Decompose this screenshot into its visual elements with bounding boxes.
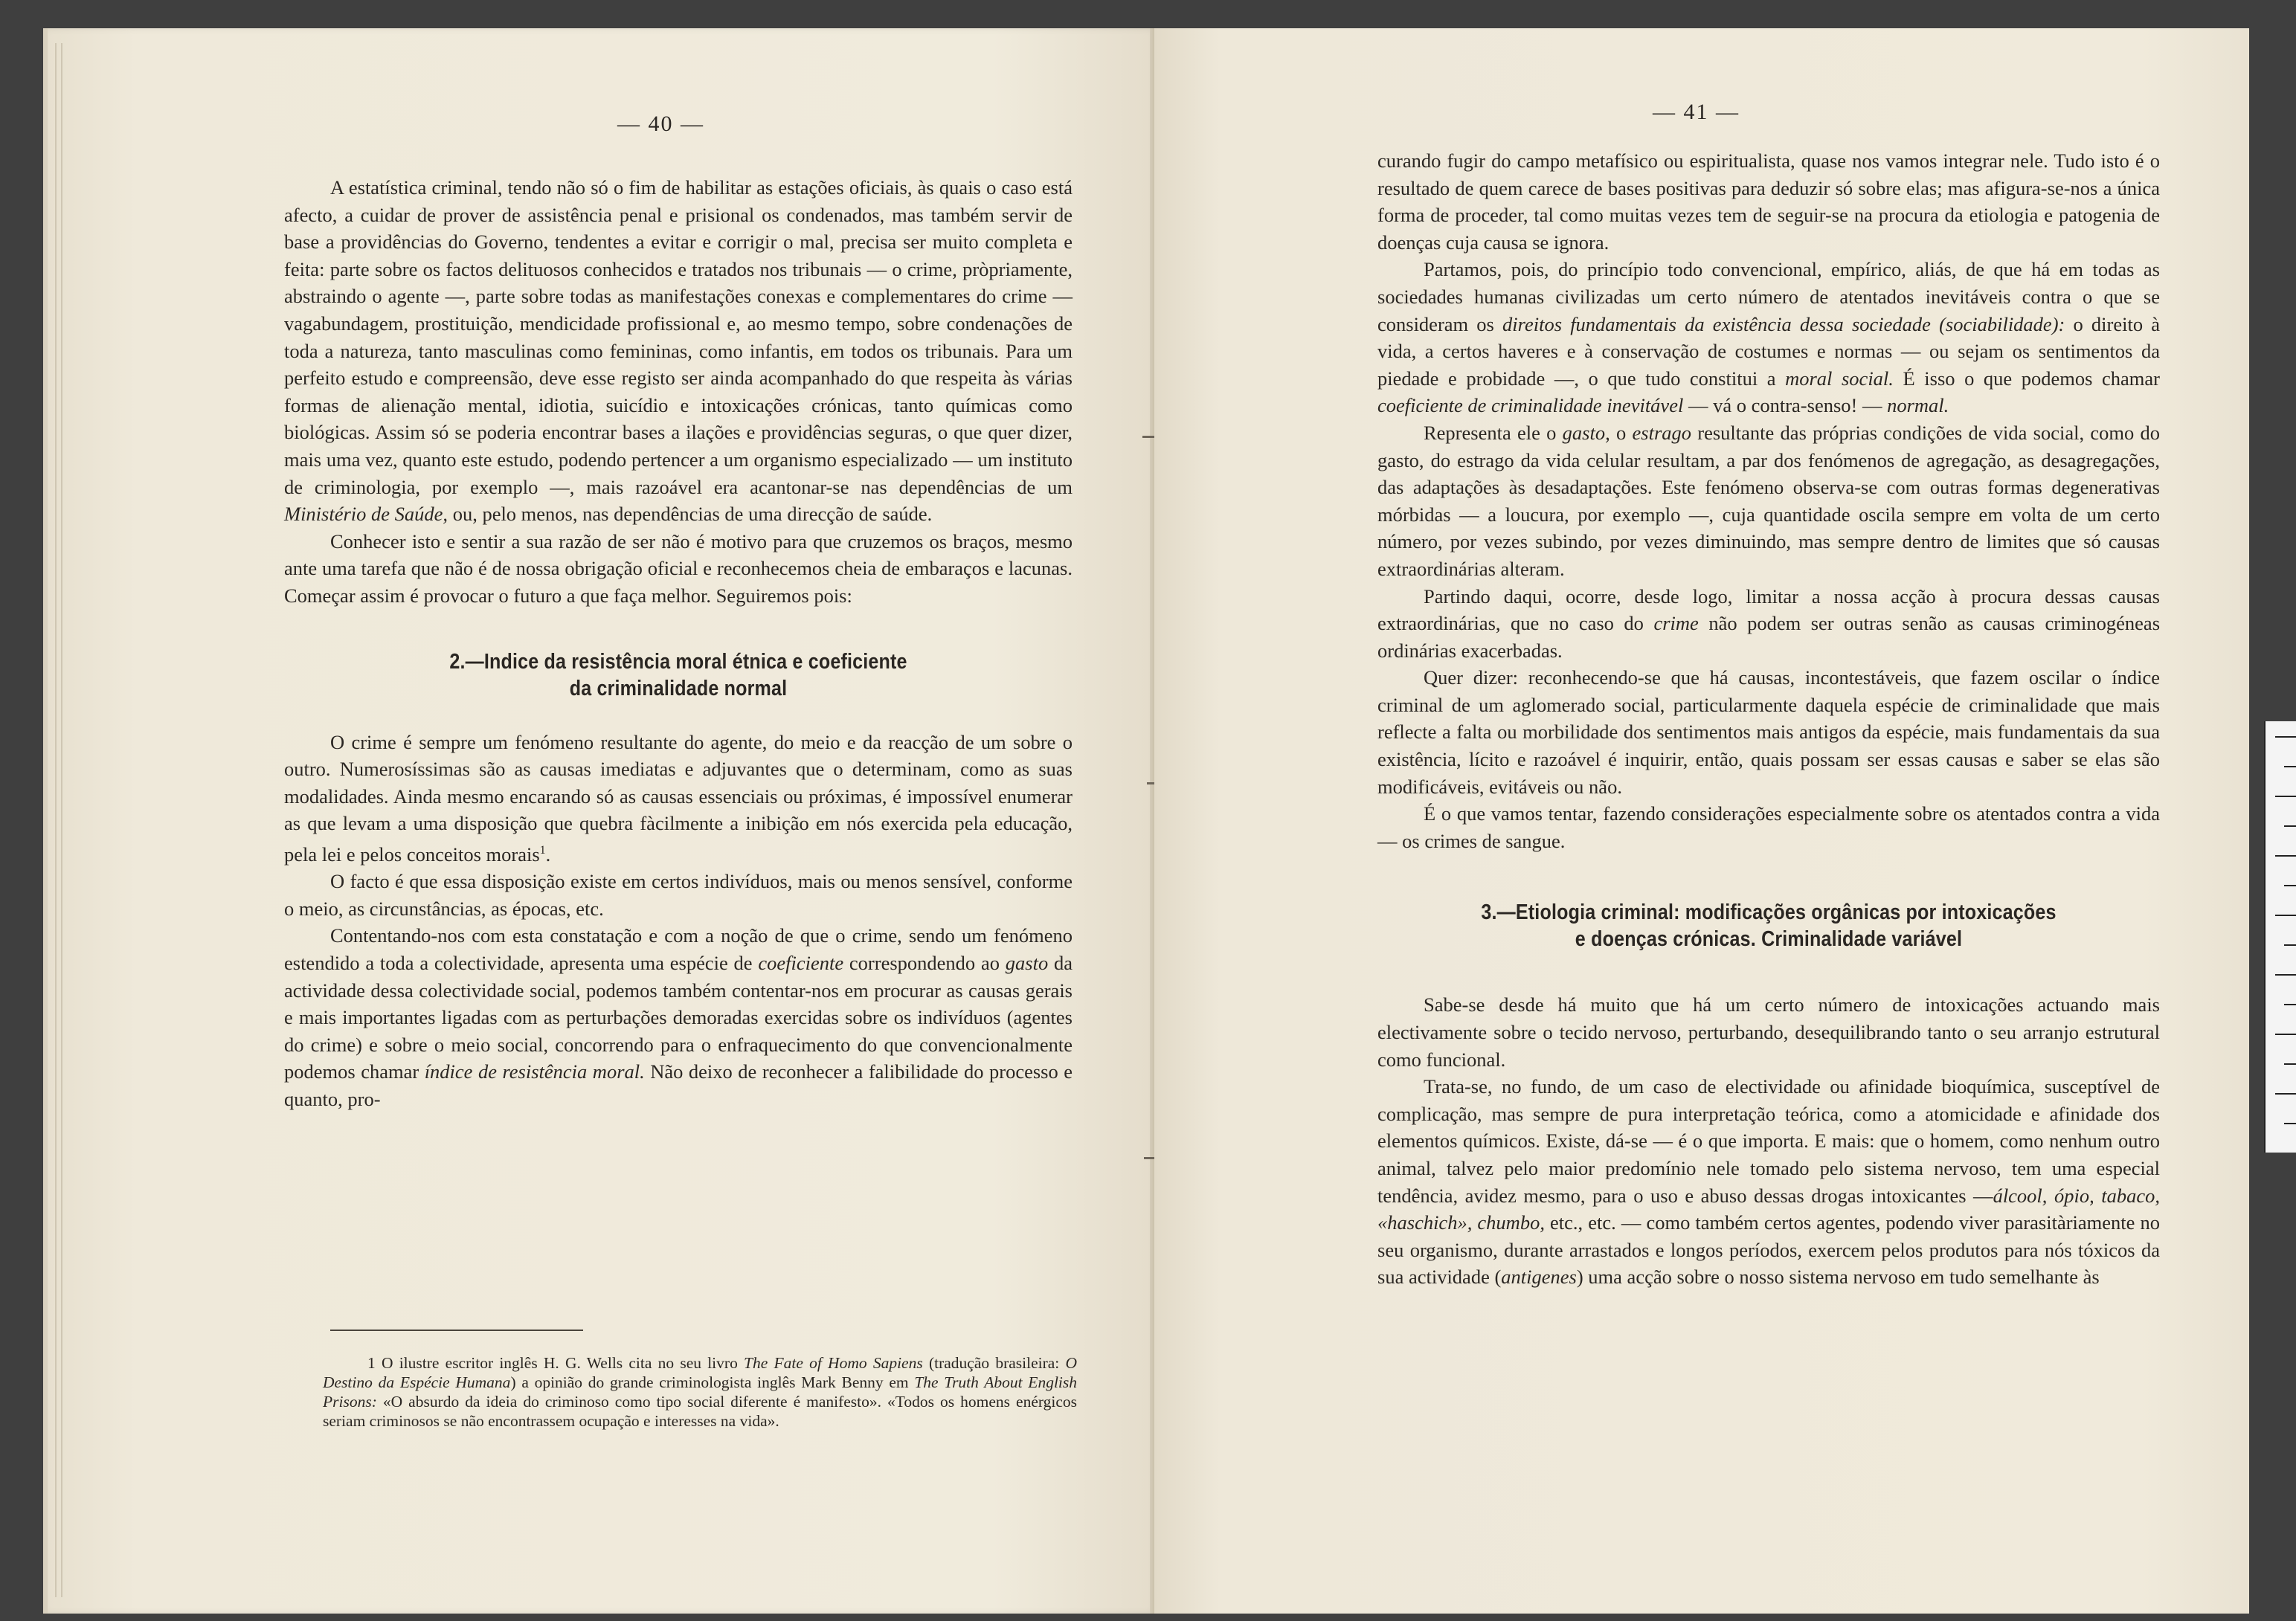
paragraph: Contentando-nos com esta constatação e com a noção de que o crime, sendo um fenómeno estendido a toda a colectividade, apresenta uma espécie de coeficiente correspondendo ao gasto da actividade dessa colectividade social, podemos também contentar-nos em procurar as causas gerais e mais importantes ligadas com as perturbações demoradas exercidas sobre os indivíduos (agentes do crime) e sobre o meio social, concorrendo para o enfraquecimento do que convencionalmente podemos chamar índice de resistência moral. Não deixo de reconhecer a falibilidade do processo e quanto, pro- [284, 924, 1073, 1111]
ruler-tick [2275, 736, 2296, 738]
ruler-tick [2275, 855, 2296, 857]
footnote: 1 O ilustre escritor inglês H. G. Wells cita no seu livro The Fate of Homo Sapiens (tradução brasileira: O Destino da Espécie Humana) a opinião do grande criminologista inglês Mark Benny em The Truth About English Prisons: «O absurdo da ideia do criminoso como tipo social diferente é manifesto». «Todos os homens enérgicos seriam criminosos se não encontrassem ocupação e interesses na vida». [323, 1354, 1078, 1430]
page-stack-edge [61, 43, 62, 1597]
paragraph: Partamos, pois, do princípio todo convencional, empírico, aliás, de que há em todas as sociedades humanas civilizadas um certo número de atentados inevitáveis contra o que se consideram os direitos fundamentais da existência dessa sociedade (sociabilidade): o direito à vida, a certos haveres e à conservação de costumes e normas — ou sejam os sentimentos da piedade e probidade —, o que tudo constitui a moral social. É isso o que podemos chamar coeficiente de criminalidade inevitável — vá o contra-senso! — normal. [1377, 258, 2161, 417]
ruler-tick [2284, 1123, 2296, 1124]
paragraph: Conhecer isto e sentir a sua razão de ser não é motivo para que cruzemos os braços, mesmo ante uma tarefa que não é de nossa obrigação oficial e reconhecemos cheia de embaraços e lacunas. Começar assim é provocar o futuro a que faça melhor. Seguiremos pois: [284, 529, 1073, 607]
ruler-tick [2275, 1034, 2296, 1035]
ruler-tick [2284, 885, 2296, 886]
left-page [43, 28, 1159, 1614]
ruler-tick [2284, 766, 2296, 767]
paragraph: A estatística criminal, tendo não só o fim de habilitar as estações oficiais, às quais o caso está afecto, a cuidar de prover de assistência penal e prisional os condenados, mas também servir de base a providências do Governo, tendentes a evitar e corrigir o mal, precisa ser muito completa e feita: parte sobre os factos delituosos conhecidos e tratados nos tribunais — o crime, pròpriamente, abstraindo o agente —, parte sobre todas as manifestações conexas e complementares do crime — vagabundagem, prostituição, mendicidade profissional e, ao mesmo tempo, sobre condenações de toda a natureza, tanto masculinas como femininas, como infantis, em todos os tribunais. Para um perfeito estudo e compreensão, deve esse registo ser ainda acompanhado do que respeita às várias formas de alienação mental, idiotia, suicídio e intoxicações crónicas, tanto químicas como biológicas. Assim só se poderia encontrar bases a ilações e providências seguras, o que quer dizer, mais uma vez, quanto este estudo, podendo pertencer a um organismo especializado — um instituto de criminologia, por exemplo —, mais razoável era acantonar-se nas dependências de um Ministério de Saúde, ou, pelo menos, nas dependências de uma direcção de saúde. [284, 176, 1073, 526]
paragraph: O facto é que essa disposição existe em certos indivíduos, mais ou menos sensível, conforme o meio, as circunstâncias, as épocas, etc. [284, 870, 1073, 920]
ruler-tick [2275, 796, 2296, 797]
paragraph: Trata-se, no fundo, de um caso de electividade ou afinidade bioquímica, susceptível de complicação, mas sempre de pura interpretação teórica, como a atomicidade e afinidade dos elementos químicos. Existe, dá-se — é o que importa. E mais: que o homem, como nenhum outro animal, talvez pelo maior predomínio nele tomado pelo sistema nervoso, tem uma especial tendência, avidez mesmo, para o uso e abuso dessas drogas intoxicantes —álcool, ópio, tabaco, «haschich», chumbo, etc., etc. — como também certos agentes, podendo viver parasitàriamente no seu organismo, durante arrastados e longos períodos, exercem pelos produtos para nós tóxicos da sua actividade (antigenes) uma acção sobre o nosso sistema nervoso em tudo semelhante às [1377, 1075, 2160, 1289]
paragraph: Sabe-se desde há muito que há um certo número de intoxicações actuando mais electivamente sobre o tecido nervoso, perturbando, desequilibrando tanto o seu arranjo estrutural como funcional. [1377, 993, 2160, 1071]
paragraph: O crime é sempre um fenómeno resultante do agente, do meio e da reacção de um sobre o outro. Numerosíssimas são as causas imediatas e adjuvantes que o determinam, como as suas modalidades. Ainda mesmo encarando só as causas essenciais ou próximas, é impossível enumerar as que levam a uma disposição que quebra fàcilmente a inibição em nós exercida pela educação, pela lei e pelos conceitos morais$^1$. [284, 730, 1073, 866]
left-text-column [284, 174, 1073, 1113]
ruler-tick [2275, 1093, 2296, 1095]
page-stack-edge [55, 43, 57, 1597]
paragraph: Quer dizer: reconhecendo-se que há causas, incontestáveis, que fazem oscilar o índice criminal de um aglomerado social, particularmente daquela espécie de criminalidade que mais reflecte a falta ou morbilidade dos sentimentos mais antigos da espécie, mais fundamentais da sua existência, lícito e razoável é inquirir, então, quais possam ser essas causas e saber se elas são modificáveis, evitáveis ou não. [1377, 666, 2160, 798]
scale-ruler [2264, 721, 2296, 1153]
ruler-tick [2284, 825, 2296, 827]
page-number-right: — 41 — [1653, 100, 1740, 124]
ruler-tick [2275, 915, 2296, 916]
ruler-tick [2284, 1004, 2296, 1005]
right-page [1154, 28, 2249, 1614]
paragraph: Representa ele o gasto, o estrago resultante das próprias condições de vida social, como do gasto, do estrago da vida celular resultam, a par dos fenómenos de agregação, as desagregações, das adaptações às desadaptações. Este fenómeno observa-se com outras formas degenerativas mórbidas — a loucura, por exemplo —, cuja quantidade oscila sempre em volta de um certo número, por vezes subindo, por vezes diminuindo, mas sempre dentro de limites que só causas extraordinárias alteram. [1377, 421, 2160, 580]
right-text-column [1377, 147, 2160, 1291]
paragraph: curando fugir do campo metafísico ou espiritualista, quase nos vamos integrar nele. Tudo isto é o resultado de quem carece de bases positivas para deduzir só sobre elas; mas afigura-se-nos a única forma de proceder, tal como muitas vezes tem de seguir-se na procura da etiologia e patogenia de doenças cuja causa se ignora. [1377, 149, 2160, 254]
page-number-left: — 40 — [617, 112, 704, 136]
section-heading-3: 3.—Etiologia criminal: modificações orgânicas por intoxicações e doenças crónicas. Criminalidade variável [1481, 900, 2057, 952]
paragraph: Partindo daqui, ocorre, desde logo, limitar a nossa acção à procura dessas causas extraordinárias, que no caso do crime não podem ser outras senão as causas criminogéneas ordinárias exacerbadas. [1377, 584, 2161, 662]
ruler-tick [2275, 974, 2296, 976]
ruler-tick [2284, 1063, 2296, 1065]
section-heading-2: 2.—Indice da resistência moral étnica e coeficiente da criminalidade normal [449, 649, 907, 700]
footnote-rule [330, 1330, 583, 1331]
ruler-tick [2284, 944, 2296, 946]
book-spread [43, 28, 2249, 1614]
paragraph: É o que vamos tentar, fazendo considerações especialmente sobre os atentados contra a vida — os crimes de sangue. [1377, 802, 2160, 852]
